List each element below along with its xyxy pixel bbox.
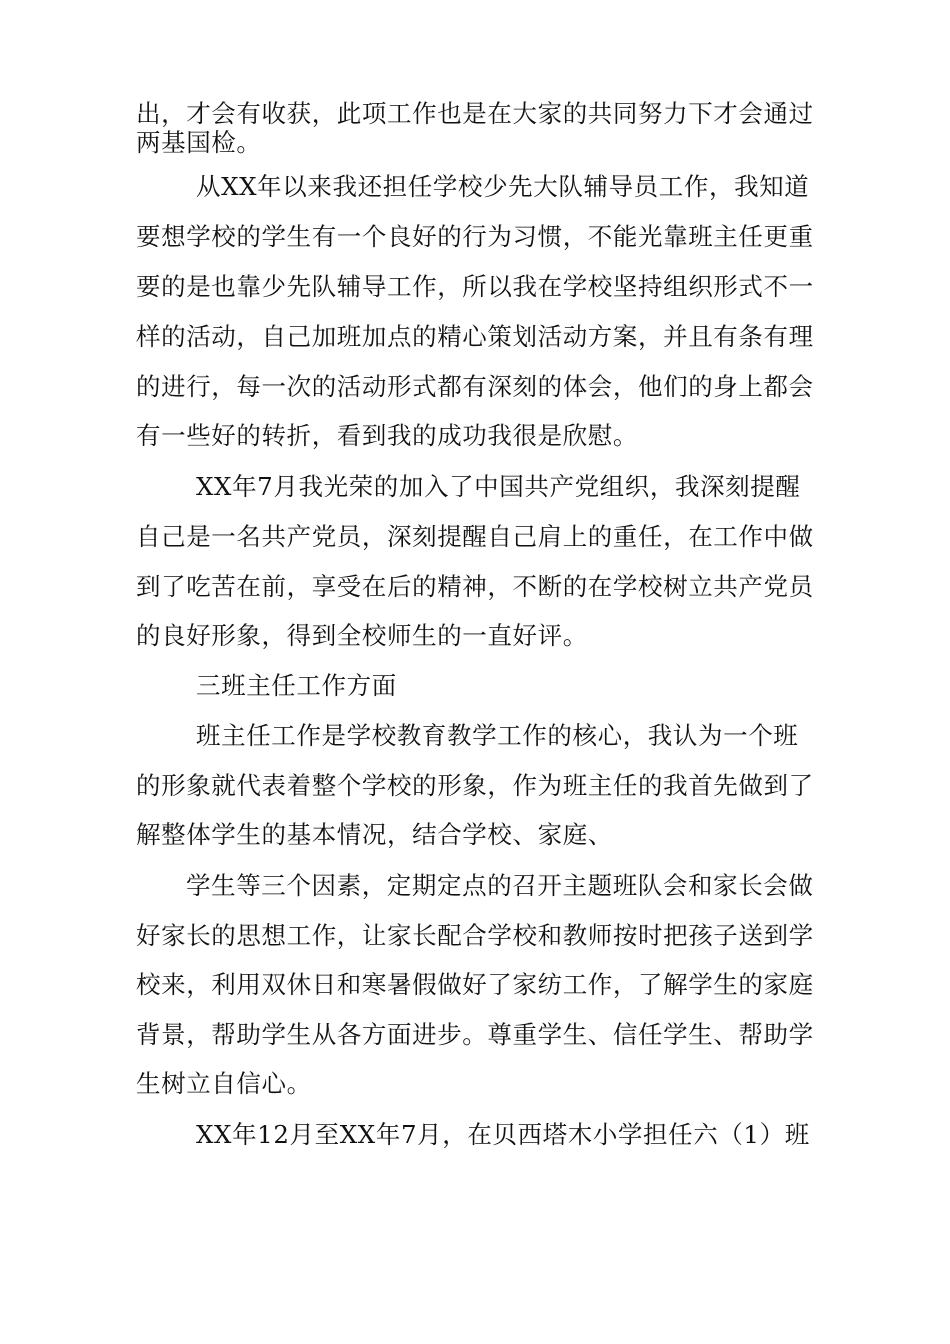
text-line: 要想学校的学生有一个良好的行为习惯，不能光靠班主任更重 — [136, 222, 814, 251]
paragraph-start: 班主任工作是学校教育教学工作的核心，我认为一个班 — [196, 721, 799, 750]
text-line: 背景，帮助学生从各方面进步。尊重学生、信任学生、帮助学 — [136, 1020, 814, 1049]
text-line: 要的是也靠少先队辅导工作，所以我在学校坚持组织形式不一 — [136, 272, 814, 301]
text-line: 的进行，每一次的活动形式都有深刻的体会，他们的身上都会 — [136, 372, 814, 401]
text-line: 两基国检。 — [136, 128, 262, 157]
text-line: 的良好形象，得到全校师生的一直好评。 — [136, 621, 588, 650]
text-line: 自己是一名共产党员，深刻提醒自己肩上的重任，在工作中做 — [136, 522, 814, 551]
paragraph-start: 学生等三个因素，定期定点的召开主题班队会和家长会做 — [186, 871, 814, 900]
text-line: 出，才会有收获，此项工作也是在大家的共同努力下才会通过 — [136, 99, 814, 128]
paragraph-start: XX年12月至XX年7月，在贝西塔木小学担任六（1）班 — [196, 1120, 810, 1149]
paragraph-start: XX年7月我光荣的加入了中国共产党组织，我深刻提醒 — [196, 472, 801, 501]
text-line: 样的活动，自己加班加点的精心策划活动方案，并且有条有理 — [136, 322, 814, 351]
text-line: 生树立自信心。 — [136, 1069, 312, 1098]
text-line: 解整体学生的基本情况，结合学校、家庭、 — [136, 820, 613, 849]
text-line: 好家长的思想工作，让家长配合学校和教师按时把孩子送到学 — [136, 921, 814, 950]
text-line: 有一些好的转折，看到我的成功我很是欣慰。 — [136, 421, 638, 450]
paragraph-start: 从XX年以来我还担任学校少先大队辅导员工作，我知道 — [196, 172, 810, 201]
text-line: 到了吃苦在前，享受在后的精神，不断的在学校树立共产党员 — [136, 572, 814, 601]
text-line: 校来，利用双休日和寒暑假做好了家纺工作，了解学生的家庭 — [136, 970, 814, 999]
text-line: 的形象就代表着整个学校的形象，作为班主任的我首先做到了 — [136, 771, 814, 800]
section-heading: 三班主任工作方面 — [196, 671, 397, 700]
